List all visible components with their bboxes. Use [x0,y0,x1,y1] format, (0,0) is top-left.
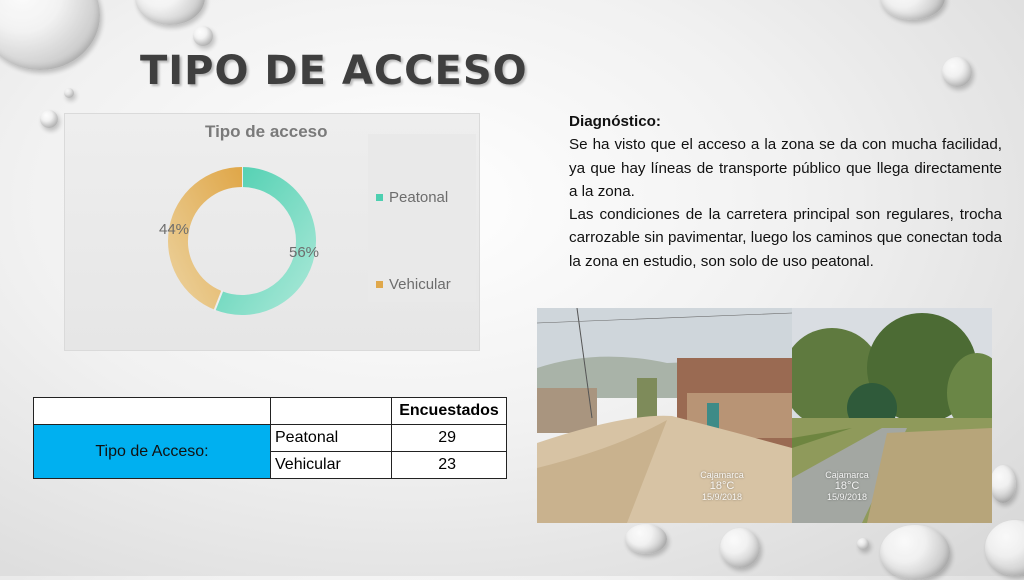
photo-location: Cajamarca [825,470,869,480]
water-drop-decoration [64,88,74,98]
water-drop-decoration [0,0,100,70]
legend-entry-peatonal [376,189,448,206]
table-cell-count: 23 [392,452,507,479]
water-drop-decoration [880,0,945,20]
chart-legend [368,134,476,302]
chart-title: Tipo de acceso [205,122,328,141]
photo-temperature: 18°C [709,480,735,492]
water-drop-decoration [857,538,869,550]
slide-title: TIPO DE ACCESO [140,48,528,94]
table-row [34,425,507,452]
photo-watermark [687,470,757,503]
water-drop-decoration [990,465,1016,503]
water-drop-decoration [880,525,950,580]
road-photo [537,308,792,523]
table-row-label: Tipo de Acceso: [34,425,271,479]
photo-location: Cajamarca [700,470,744,480]
water-drop-decoration [720,528,760,568]
diagnosis-heading: Diagnóstico: [569,113,661,130]
legend-swatch-peatonal [376,194,383,201]
diagnosis-block [569,110,1002,273]
water-drop-decoration [942,57,972,87]
donut-slice-vehicular [178,177,242,301]
data-label-peatonal: 56% [289,244,320,261]
table-cell-option: Vehicular [271,452,392,479]
photo-date: 15/9/2018 [826,492,868,502]
water-drop-decoration [985,520,1024,576]
legend-entry-vehicular [376,276,451,293]
donut-chart [64,113,480,351]
table-header-row [34,398,507,425]
table-cell-empty [271,398,392,425]
photo-temperature: 18°C [834,480,860,492]
survey-table [33,397,507,479]
photo-date: 15/9/2018 [701,492,743,502]
diagnosis-paragraph-2: Las condiciones de la carretera principal son regulares, trocha carrozable sin pavimentar, luego los caminos que conectan toda la zona en estudio, son solo de uso peatonal. [569,206,1002,270]
legend-swatch-vehicular [376,281,383,288]
donut-slice-peatonal [218,177,306,305]
water-drop-decoration [625,524,667,554]
water-drop-decoration [193,26,213,46]
water-drop-decoration [135,0,205,25]
water-drop-decoration [40,110,58,128]
diagnosis-paragraph-1: Se ha visto que el acceso a la zona se da con mucha facilidad, ya que hay líneas de transporte público que llega directamente a la zona. [569,136,1002,200]
legend-label-vehicular: Vehicular [389,276,451,293]
table-cell-option: Peatonal [271,425,392,452]
data-label-vehicular: 44% [159,221,190,238]
table-header-encuestados: Encuestados [392,398,507,425]
table-cell-count: 29 [392,425,507,452]
legend-label-peatonal: Peatonal [389,189,449,206]
photo-watermark [812,470,882,503]
table-cell-empty [34,398,271,425]
canal-photo [792,308,992,523]
